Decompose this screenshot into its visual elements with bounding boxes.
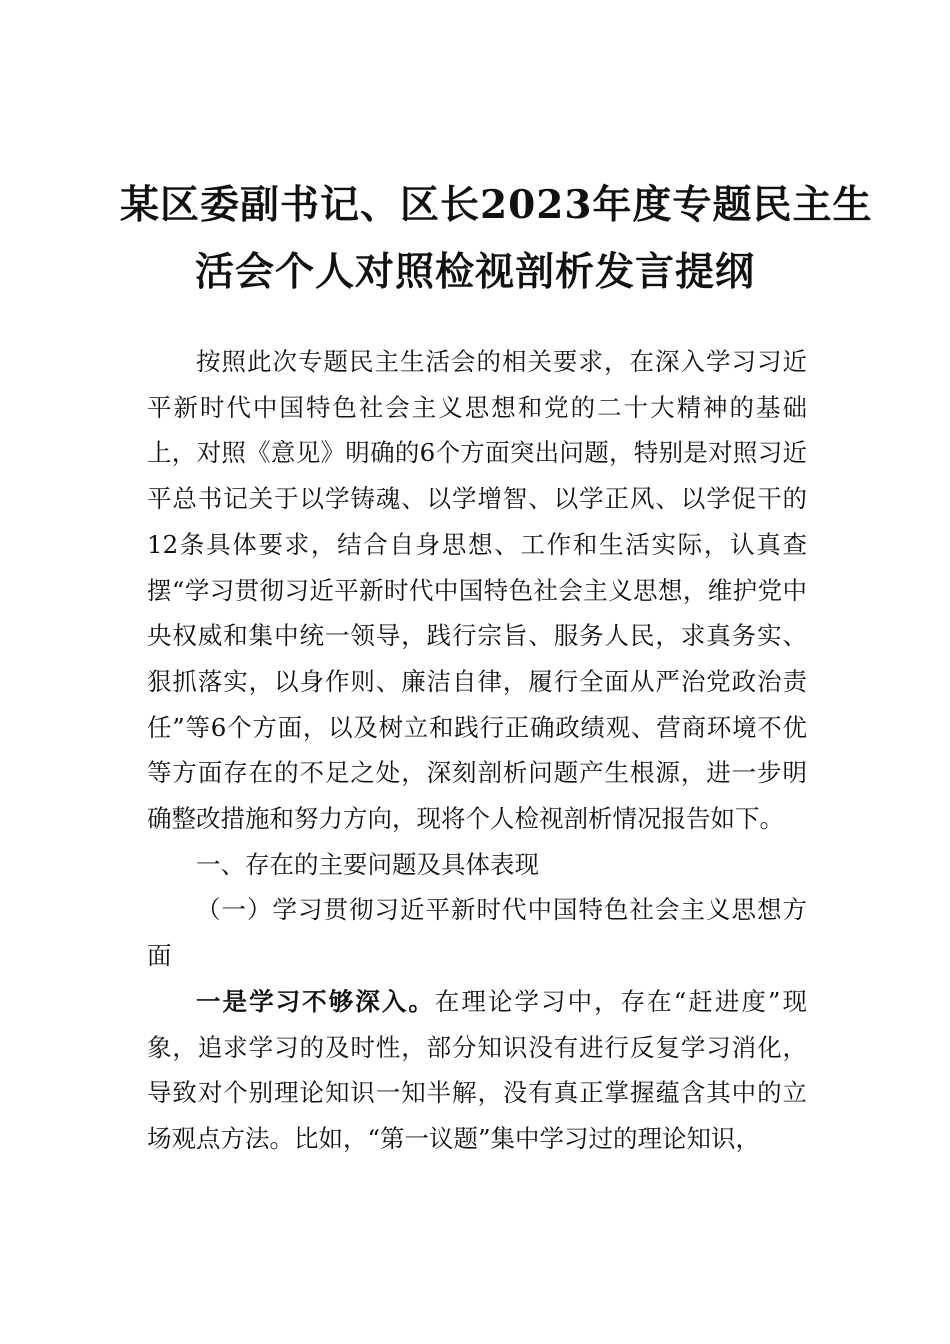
document-title-line2: 活会个人对照检视剖析发言提纲 — [194, 249, 755, 295]
document-body — [147, 339, 807, 1162]
subsection-heading-1: （一）学习贯彻习近平新时代中国特色社会主义思想方面 — [147, 895, 807, 971]
point-paragraph-1 — [147, 979, 807, 1162]
document-title-line1: 某区委副书记、区长2023年度专题民主生 — [120, 182, 873, 228]
point-1-text: 在理论学习中，存在“赶进度”现象，追求学习的及时性，部分知识没有进行反复学习消化，导致对个别理论知识一知半解，没有真正掌握蕴含其中的立场观点方法。比如，“第一议题”集中学习过的理论知识， — [147, 986, 807, 1153]
point-1-lead: 一是学习不够深入。 — [196, 986, 435, 1016]
intro-paragraph: 按照此次专题民主生活会的相关要求，在深入学习习近平新时代中国特色社会主义思想和党的二十大精神的基础上，对照《意见》明确的6个方面突出问题，特别是对照习近平总书记关于以学铸魂、以学增智、以学正风、以学促干的12条具体要求，结合自身思想、工作和生活实际，认真查摆“学习贯彻习近平新时代中国特色社会主义思想，维护党中央权威和集中统一领导，践行宗旨、服务人民，求真务实、狠抓落实，以身作则、廉洁自律，履行全面从严治党政治责任”等6个方面，以及树立和践行正确政绩观、营商环境不优等方面存在的不足之处，深刻剖析问题产生根源，进一步明确整改措施和努力方向，现将个人检视剖析情况报告如下。 — [147, 347, 807, 834]
section-heading-1: 一、存在的主要问题及具体表现 — [196, 849, 539, 879]
